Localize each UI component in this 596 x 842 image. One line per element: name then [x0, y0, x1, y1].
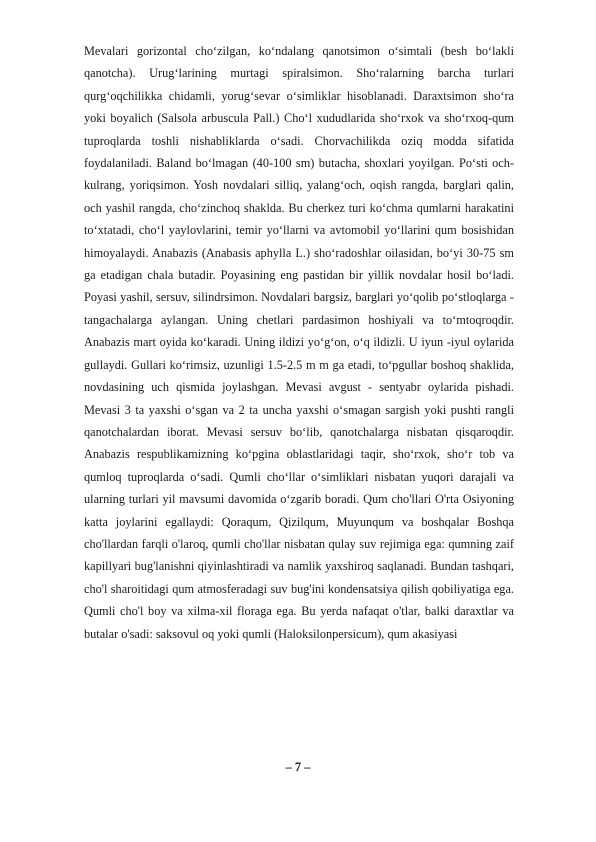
- body-paragraph: Mevalari gorizontal cho‘zilgan, ko‘ndalang qanotsimon o‘simtali (besh bo‘lakli qanotcha). Urug‘larining murtagi spiralsimon. Sho‘ralarning barcha turlari qurg‘oqchilikka chidamli, yorug‘sevar o‘simliklar hisoblanadi. Daraxtsimon sho‘ra yoki boyalich (Salsola arbuscula Pall.) Cho‘l xududlarida sho‘rxok va sho‘rxoq-qum tuproqlarda toshli nishabliklarda o‘sadi. Chorvachilikda oziq modda sifatida foydalaniladi. Baland bo‘lmagan (40-100 sm) butacha, shoxlari yoyilgan. Po‘sti och-kulrang, yoriqsimon. Yosh novdalari silliq, yalang‘och, oqish rangda, barglari qalin, och yashil rangda, cho‘zinchoq shaklda. Bu cherkez turi ko‘chma qumlarni harakatini to‘xtatadi, cho‘l yaylovlarini, temir yo‘llarni va avtomobil yo‘llarini qum bosishidan himoyalaydi. Anabazis (Anabasis aphylla L.) sho‘radoshlar oilasidan, bo‘yi 30-75 sm ga etadigan chala butadir. Poyasining eng pastidan bir yillik novdalar hosil bo‘ladi. Poyasi yashil, sersuv, silindrsimon. Novdalari bargsiz, barglari yo‘qolib po‘stloqlarga -tangachalarga aylangan. Uning chetlari pardasimon hoshiyali va to‘mtoqroqdir. Anabazis mart oyida ko‘karadi. Uning ildizi yo‘g‘on, o‘q ildizli. U iyun -iyul oylarida gullaydi. Gullari ko‘rimsiz, uzunligi 1.5-2.5 m m ga etadi, to‘pgullar boshoq shaklida, novdasining uch qismida joylashgan. Mevasi avgust - sentyabr oylarida pishadi. Mevasi 3 ta yaxshi o‘sgan va 2 ta uncha yaxshi o‘smagan sargish yoki pushti rangli qanotchalardan iborat. Mevasi sersuv bo‘lib, qanotchalarga nisbatan qisqaroqdir. Anabazis respublikamizning ko‘pgina oblastlaridagi taqir, sho‘rxok, sho‘r tob va qumloq tuproqlarda o‘sadi. Qumli cho‘llar o‘simliklari nisbatan yuqori darajali va ularning turlari yil mavsumi davomida o‘zgarib boradi. Qum cho'llari O'rta Osiyoning katta joylarini egallaydi: Qoraqum, Qizilqum, Muyunqum va boshqalar Boshqa cho'llardan farqli o'laroq, qumli cho'llar nisbatan qulay suv rejimiga ega: qumning zaif kapillyari bug'lanishni qiyinlashtiradi va namlik yaxshiroq saqlanadi. Bundan tashqari, cho'l sharoitidagi qum atmosferadagi suv bug'ini kondensatsiya qilish qobiliyatiga ega. Qumli cho'l boy va xilma-xil floraga ega. Bu yerda nafaqat o'tlar, balki daraxtlar va butalar o'sadi: saksovul oq yoki qumli (Haloksilonpersicum), qum akasiyasi: [84, 44, 514, 641]
- page-content: [84, 40, 514, 645]
- page-number: – 7 –: [285, 760, 311, 774]
